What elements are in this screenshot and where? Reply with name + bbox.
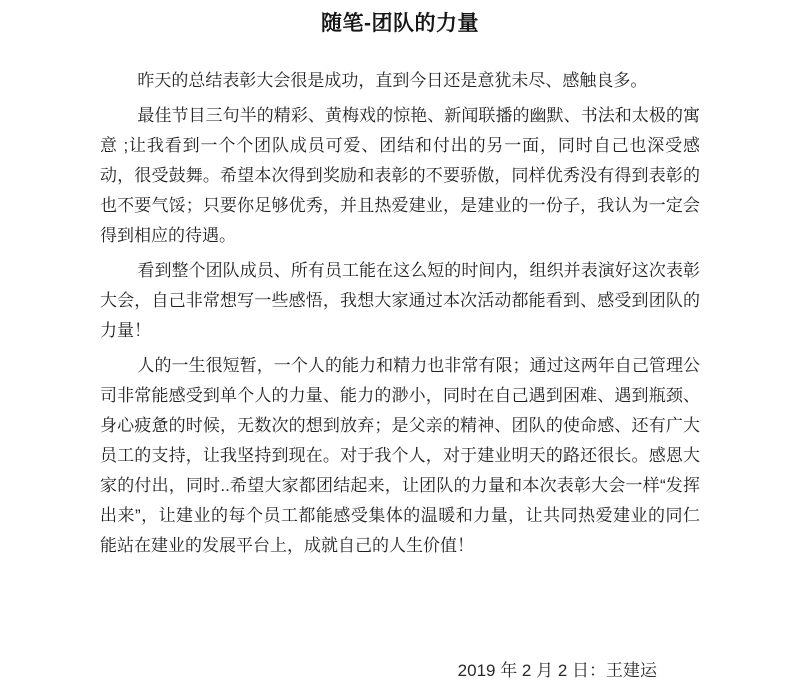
paragraph-3: 看到整个团队成员、所有员工能在这么短的时间内，组织并表演好这次表彰大会，自己非常想写一些感悟，我想大家通过本次活动都能看到、感受到团队的力量！: [100, 261, 700, 340]
document-title: 随笔-团队的力量: [321, 12, 479, 35]
paragraph-2: 最佳节目三句半的精彩、黄梅戏的惊艳、新闻联播的幽默、书法和太极的寓意 ;让我看到一个个团队成员可爱、团结和付出的另一面，同时自己也深受感动，很受鼓舞。希望本次得到奖励和表彰的不要骄傲，同样优秀没有得到表彰的也不要气馁；只要你足够优秀，并且热爱建业，是建业的一份子，我认为一定会得到相应的待遇。: [100, 106, 700, 245]
paragraph-4: 人的一生很短暂，一个人的能力和精力也非常有限；通过这两年自己管理公司非常能感受到单个人的力量、能力的渺小，同时在自己遇到困难、遇到瓶颈、身心疲惫的时候，无数次的想到放弃；是父亲的精神、团队的使命感、还有广大员工的支持，让我坚持到现在。对于我个人，对于建业明天的路还很长。感恩大家的付出，同时..希望大家都团结起来，让团队的力量和本次表彰大会一样“发挥出来”，让建业的每个员工都能感受集体的温暖和力量，让共同热爱建业的同仁能站在建业的发展平台上，成就自己的人生价值！: [100, 356, 700, 555]
signature-date-author: 2019 年 2 月 2 日：王建运: [457, 661, 657, 680]
paragraph-1: 昨天的总结表彰大会很是成功，直到今日还是意犹未尽、感触良多。: [137, 71, 648, 90]
document-body: [100, 66, 700, 561]
